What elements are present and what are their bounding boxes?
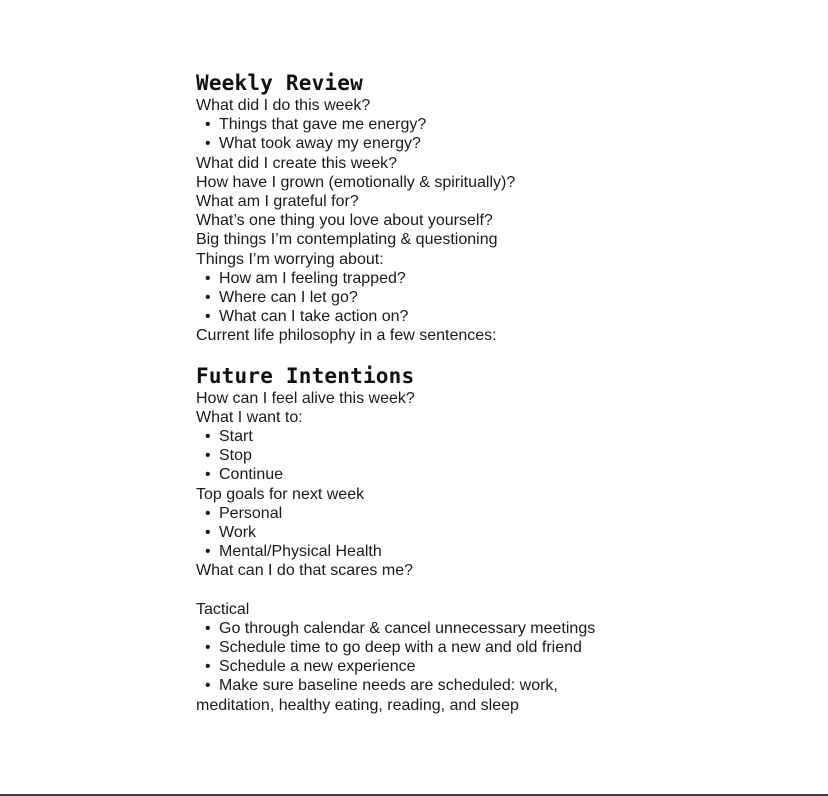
future-intentions-section	[196, 363, 796, 715]
list-item: • Schedule a new experience	[196, 657, 796, 676]
list-item: • Start	[196, 427, 796, 446]
list-item: • Where can I let go?	[196, 288, 796, 307]
tactical-block	[196, 600, 796, 715]
list-item: • Stop	[196, 446, 796, 465]
list-item: • Schedule time to go deep with a new and old friend	[196, 638, 796, 657]
list-item: • Make sure baseline needs are scheduled: work,	[196, 676, 796, 695]
question: What did I do this week?	[196, 97, 371, 114]
continuation-text: meditation, healthy eating, reading, and sleep	[196, 696, 519, 714]
list-item: • Continue	[196, 465, 796, 484]
bullet-list	[196, 504, 796, 562]
bullet-list	[196, 269, 796, 327]
question: How have I grown (emotionally & spiritually)?	[196, 173, 516, 191]
question: Top goals for next week	[196, 485, 365, 503]
list-item: • What can I take action on?	[196, 307, 796, 326]
list-item: • Work	[196, 523, 796, 542]
list-item: • Things that gave me energy?	[196, 115, 796, 134]
list-item: • Go through calendar & cancel unnecessary meetings	[196, 619, 796, 638]
section-heading: Future Intentions	[196, 363, 415, 388]
tactical-label: Tactical	[196, 600, 250, 618]
question: What am I grateful for?	[196, 193, 359, 211]
question: Big things I’m contemplating & questioning	[196, 231, 498, 249]
question: What I want to:	[196, 408, 303, 426]
question: How can I feel alive this week?	[196, 389, 415, 407]
question: Current life philosophy in a few sentences:	[196, 327, 497, 345]
bullet-list	[196, 427, 796, 485]
list-item: • How am I feeling trapped?	[196, 269, 796, 288]
list-item: • What took away my energy?	[196, 134, 796, 153]
question: What can I do that scares me?	[196, 562, 413, 580]
question: What did I create this week?	[196, 154, 397, 172]
list-item: • Personal	[196, 504, 796, 523]
question: What’s one thing you love about yourself?	[196, 212, 493, 230]
weekly-review-section	[196, 70, 796, 346]
bullet-list	[196, 115, 796, 153]
section-heading: Weekly Review	[196, 71, 363, 95]
question: Things I’m worrying about:	[196, 250, 384, 268]
bullet-list	[196, 619, 796, 696]
list-item: • Mental/Physical Health	[196, 542, 796, 561]
document	[196, 70, 796, 715]
